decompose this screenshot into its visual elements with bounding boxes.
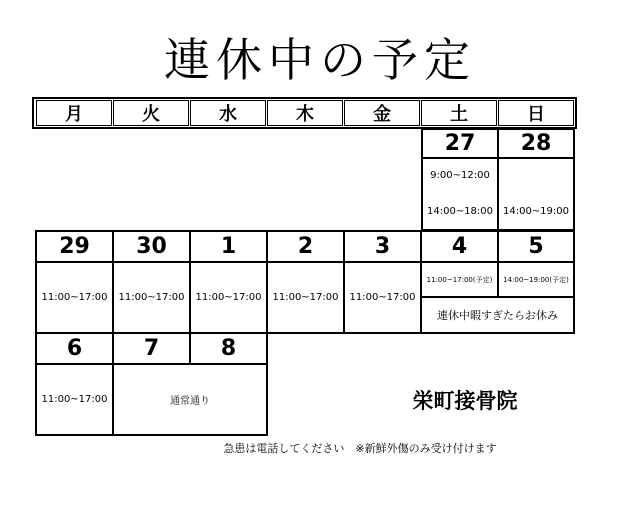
hours-27-afternoon: 14:00~18:00 bbox=[426, 206, 493, 217]
weekday-sun: 日 bbox=[498, 100, 574, 126]
weekday-sat: 土 bbox=[421, 100, 497, 126]
weekday-thu: 木 bbox=[267, 100, 343, 126]
date-6: 6 bbox=[35, 332, 114, 365]
hours-30: 11:00~17:00 bbox=[112, 261, 191, 334]
date-8: 8 bbox=[189, 332, 268, 365]
date-5: 5 bbox=[497, 230, 575, 263]
regular-hours: 通常通り bbox=[112, 363, 268, 436]
hours-28-box bbox=[497, 157, 575, 231]
hours-27-box bbox=[421, 157, 499, 231]
hours-27-morning: 9:00~12:00 bbox=[430, 170, 490, 181]
date-27: 27 bbox=[421, 128, 499, 159]
date-7: 7 bbox=[112, 332, 191, 365]
hours-3: 11:00~17:00 bbox=[343, 261, 422, 334]
date-1: 1 bbox=[189, 230, 268, 263]
page-title: 連休中の予定 bbox=[164, 33, 476, 87]
date-4: 4 bbox=[420, 230, 499, 263]
footer-note: 急患は電話してください ※新鮮外傷のみ受け付けます bbox=[223, 442, 497, 455]
date-2: 2 bbox=[266, 230, 345, 263]
hours-5: 14:00~19:00(予定) bbox=[497, 261, 575, 298]
clinic-name: 栄町接骨院 bbox=[412, 389, 518, 413]
date-3: 3 bbox=[343, 230, 422, 263]
weekday-wed: 水 bbox=[190, 100, 266, 126]
date-29: 29 bbox=[35, 230, 114, 263]
date-28: 28 bbox=[497, 128, 575, 159]
weekday-tue: 火 bbox=[113, 100, 189, 126]
holiday-note: 連休中暇すぎたらお休み bbox=[420, 296, 575, 334]
weekday-fri: 金 bbox=[344, 100, 420, 126]
hours-1: 11:00~17:00 bbox=[189, 261, 268, 334]
hours-2: 11:00~17:00 bbox=[266, 261, 345, 334]
hours-29: 11:00~17:00 bbox=[35, 261, 114, 334]
hours-6: 11:00~17:00 bbox=[35, 363, 114, 436]
hours-28: 14:00~19:00 bbox=[502, 206, 569, 217]
weekday-mon: 月 bbox=[36, 100, 112, 126]
date-30: 30 bbox=[112, 230, 191, 263]
hours-4: 11:00~17:00(予定) bbox=[420, 261, 499, 298]
